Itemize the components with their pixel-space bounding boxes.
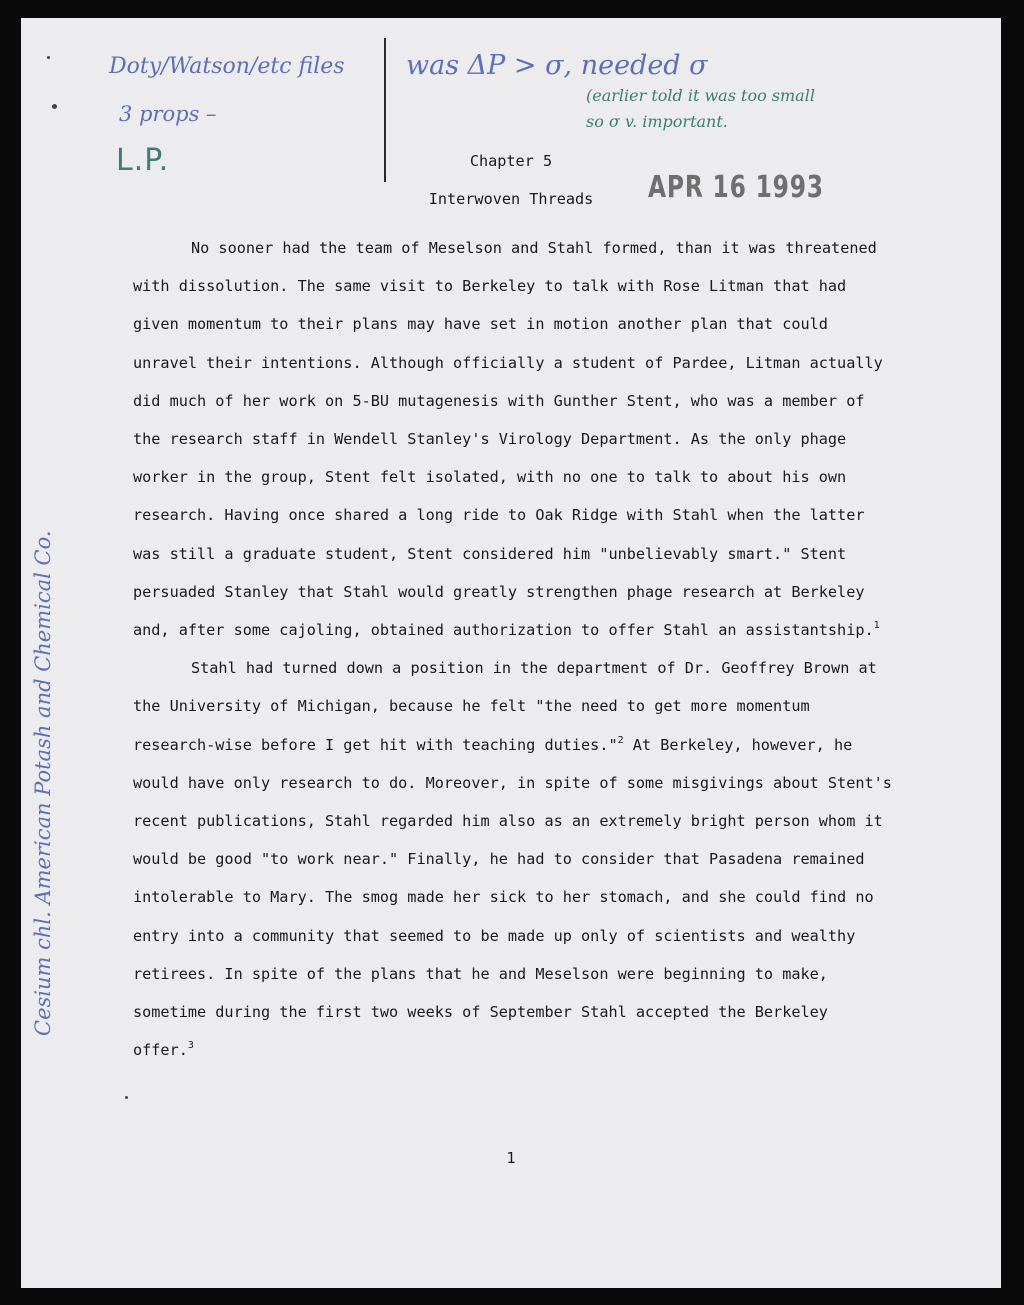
handwritten-note-important: so σ v. important. <box>586 112 728 131</box>
handwritten-note-props: 3 props – <box>119 102 217 126</box>
handwritten-note-files: Doty/Watson/etc files <box>109 54 345 79</box>
date-stamp: APR 16 1993 <box>648 170 824 205</box>
body-text <box>133 229 893 1069</box>
paper-speck <box>47 56 50 59</box>
document-page <box>21 18 1001 1288</box>
footnote-marker: 3 <box>187 1040 194 1052</box>
paragraph <box>133 649 893 1069</box>
page-number: 1 <box>506 1149 516 1167</box>
footnote-marker: 1 <box>873 620 880 632</box>
paper-speck <box>52 104 57 109</box>
handwritten-note-initials: L.P. <box>116 143 170 178</box>
paragraph-text: No sooner had the team of Meselson and Stahl formed, than it was threatened with dissolution. The same visit to Berkeley to talk with Rose Litman that had given momentum to their plans may have set in motion another plan that could unravel their intentions. Although officially a student of Pardee, Litman actually did much of her work on 5-BU mutagenesis with Gunther Stent, who was a member of the research staff in Wendell Stanley's Virology Department. As the only phage worker in the group, Stent felt isolated, with no one to talk to about his own research. Having once shared a long ride to Oak Ridge with Stahl when the latter was still a graduate student, Stent considered him "unbelievably smart." Stent persuaded Stanley that Stahl would greatly strengthen phage research at Berkeley and, after some cajoling, obtained authorization to offer Stahl an assistantship. <box>133 239 883 640</box>
handwritten-note-earlier: (earlier told it was too small <box>586 86 815 105</box>
chapter-number: Chapter 5 <box>469 152 553 170</box>
paper-speck <box>125 1096 128 1099</box>
handwritten-margin-note: Cesium chl. American Potash and Chemical Co. <box>31 530 55 1036</box>
paragraph <box>133 229 893 649</box>
paragraph-text: Stahl had turned down a position in the department of Dr. Geoffrey Brown at the University of Michigan, because he felt "the need to get more momentum research-wise before I get hit with teaching duties." <box>133 659 877 754</box>
paragraph-text: At Berkeley, however, he would have only research to do. Moreover, in spite of some misgivings about Stent's recent publications, Stahl regarded him also as an extremely bright person whom it would be good "to work near." Finally, he had to consider that Pasadena remained intolerable to Mary. The smog made her sick to her stomach, and she could find no entry into a community that seemed to be made up only of scientists and wealthy retirees. In spite of the plans that he and Meselson were beginning to make, sometime during the first two weeks of September Stahl accepted the Berkeley offer. <box>133 735 892 1060</box>
chapter-title: Interwoven Threads <box>428 190 594 208</box>
footnote-marker: 2 <box>617 734 624 746</box>
handwritten-note-delta-p: was ΔP > σ, needed σ <box>406 50 708 81</box>
